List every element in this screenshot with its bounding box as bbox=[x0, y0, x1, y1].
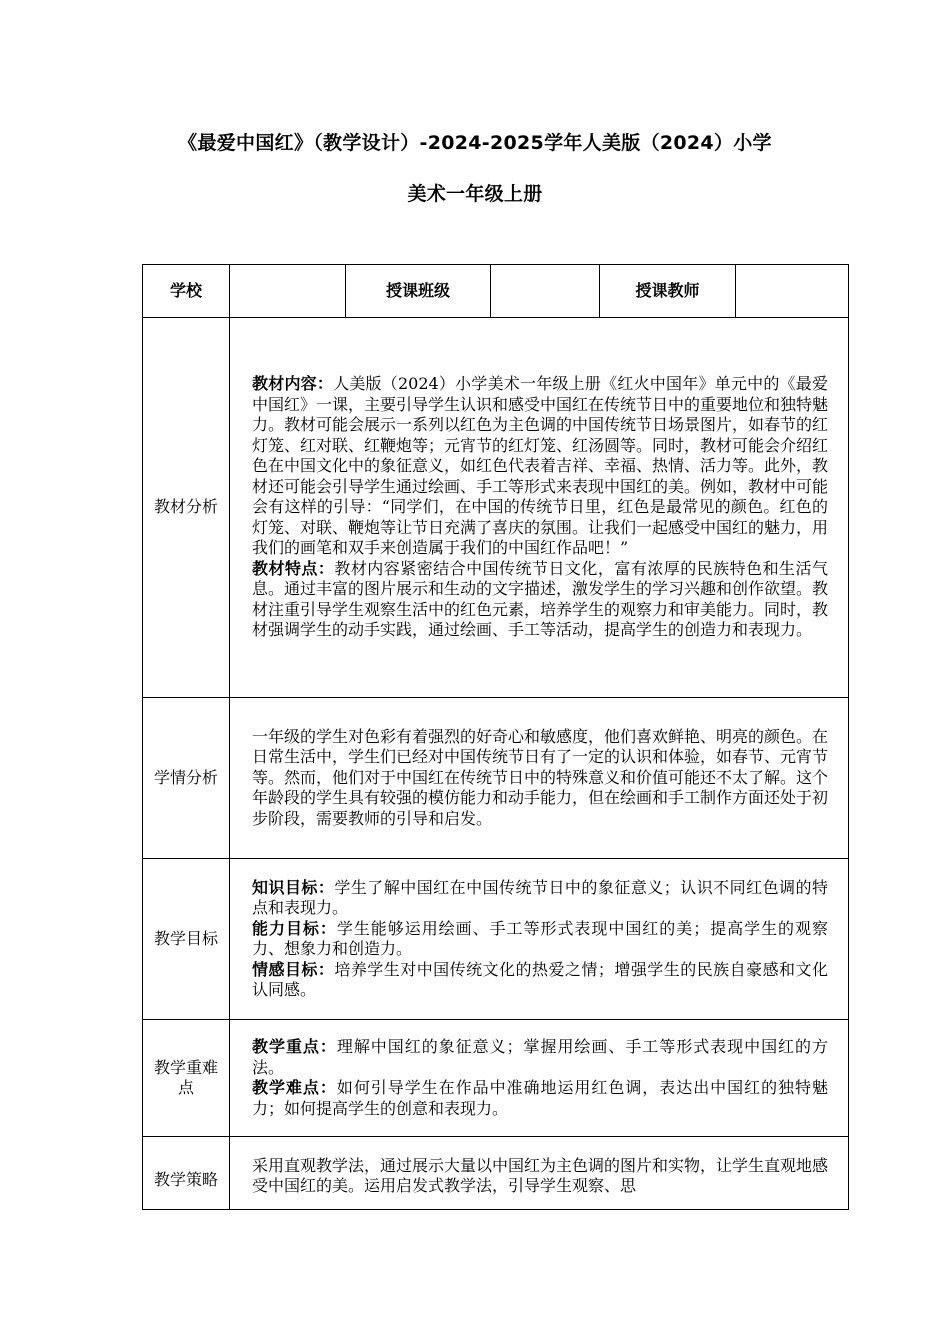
class-value-cell bbox=[491, 265, 600, 318]
teaching-goals-content bbox=[230, 859, 849, 1020]
textbook-analysis-content bbox=[230, 318, 849, 698]
ability-goal-text: 学生能够运用绘画、手工等形式表现中国红的美；提高学生的观察力、想象力和创造力。 bbox=[252, 918, 828, 958]
teaching-strategy-text: 采用直观教学法，通过展示大量以中国红为主色调的图片和实物，让学生直观地感受中国红的美。运用启发式教学法，引导学生观察、思 bbox=[230, 1137, 849, 1210]
key-point-heading: 教学重点： bbox=[252, 1037, 337, 1056]
key-point bbox=[252, 1037, 828, 1078]
emotion-goal-text: 培养学生对中国传统文化的热爱之情；增强学生的民族自豪感和文化认同感。 bbox=[252, 959, 828, 999]
document-title-line-1: 《最爱中国红》（教学设计）-2024-2025学年人美版（2024）小学 bbox=[178, 132, 772, 154]
textbook-analysis-row bbox=[143, 318, 849, 698]
textbook-content-text: 人美版（2024）小学美术一年级上册《红火中国年》单元中的《最爱中国红》一课，主要引导学生认识和感受中国红在传统节日中的重要地位和独特魅力。教材可能会展示一系列以红色为主色调的中国传统节日场景图片，如春节的红灯笼、红对联、红鞭炮等；元宵节的红灯笼、红汤圆等。同时，教材可能会介绍红色在中国文化中的象征意义，如红色代表着吉祥、幸福、热情、活力等。此外，教材还可能会引导学生通过绘画、手工等形式来表现中国红的美。例如，教材中可能会有这样的引导：“同学们，在中国的传统节日里，红色是最常见的颜色。红色的灯笼、对联、鞭炮等让节日充满了喜庆的氛围。让我们一起感受中国红的魅力，用我们的画笔和双手来创造属于我们的中国红作品吧！” bbox=[252, 374, 829, 558]
key-point-text: 理解中国红的象征意义；掌握用绘画、手工等形式表现中国红的方法。 bbox=[252, 1037, 828, 1077]
header-row bbox=[143, 265, 849, 318]
difficult-point bbox=[252, 1078, 828, 1119]
teaching-goals-label: 教学目标 bbox=[143, 859, 230, 1020]
teacher-value-cell bbox=[736, 265, 849, 318]
knowledge-goal bbox=[252, 878, 828, 919]
key-points-row bbox=[143, 1020, 849, 1137]
textbook-feature-paragraph bbox=[252, 559, 828, 641]
textbook-content-paragraph bbox=[252, 374, 828, 559]
school-value-cell bbox=[230, 265, 346, 318]
teaching-strategy-row bbox=[143, 1137, 849, 1210]
key-points-content bbox=[230, 1020, 849, 1137]
textbook-feature-heading: 教材特点： bbox=[252, 558, 335, 578]
textbook-analysis-label: 教材分析 bbox=[143, 318, 230, 698]
document-title-line-2: 美术一年级上册 bbox=[407, 183, 543, 205]
textbook-feature-text: 教材内容紧密结合中国传统节日文化，富有浓厚的民族特色和生活气息。通过丰富的图片展示和生动的文字描述，激发学生的学习兴趣和创作欲望。教材注重引导学生观察生活中的红色元素，培养学生的观察力和审美能力。同时，教材强调学生的动手实践，通过绘画、手工等活动，提高学生的创造力和表现力。 bbox=[252, 558, 829, 640]
knowledge-goal-text: 学生了解中国红在中国传统节日中的象征意义；认识不同红色调的特点和表现力。 bbox=[252, 877, 828, 917]
student-analysis-text: 一年级的学生对色彩有着强烈的好奇心和敏感度，他们喜欢鲜艳、明亮的颜色。在日常生活中，学生们已经对中国传统节日有了一定的认识和体验，如春节、元宵节等。然而，他们对于中国红在传统节日中的特殊意义和价值可能还不太了解。这个年龄段的学生具有较强的模仿能力和动手能力，但在绘画和手工制作方面还处于初步阶段，需要教师的引导和启发。 bbox=[230, 698, 849, 859]
teaching-strategy-label: 教学策略 bbox=[143, 1137, 230, 1210]
school-label: 学校 bbox=[143, 265, 230, 318]
lesson-plan-table bbox=[142, 264, 849, 1210]
ability-goal bbox=[252, 919, 828, 960]
difficult-point-heading: 教学难点： bbox=[252, 1078, 337, 1097]
emotion-goal-heading: 情感目标： bbox=[252, 959, 335, 979]
class-label: 授课班级 bbox=[346, 265, 491, 318]
textbook-content-heading: 教材内容： bbox=[252, 374, 334, 394]
ability-goal-heading: 能力目标： bbox=[252, 918, 337, 938]
key-points-label: 教学重难点 bbox=[143, 1020, 230, 1137]
teaching-goals-row bbox=[143, 859, 849, 1020]
knowledge-goal-heading: 知识目标： bbox=[252, 877, 335, 897]
student-analysis-label: 学情分析 bbox=[143, 698, 230, 859]
emotion-goal bbox=[252, 960, 828, 1001]
student-analysis-row bbox=[143, 698, 849, 859]
difficult-point-text: 如何引导学生在作品中准确地运用红色调，表达出中国红的独特魅力；如何提高学生的创意和表现力。 bbox=[252, 1078, 828, 1118]
teacher-label: 授课教师 bbox=[600, 265, 736, 318]
